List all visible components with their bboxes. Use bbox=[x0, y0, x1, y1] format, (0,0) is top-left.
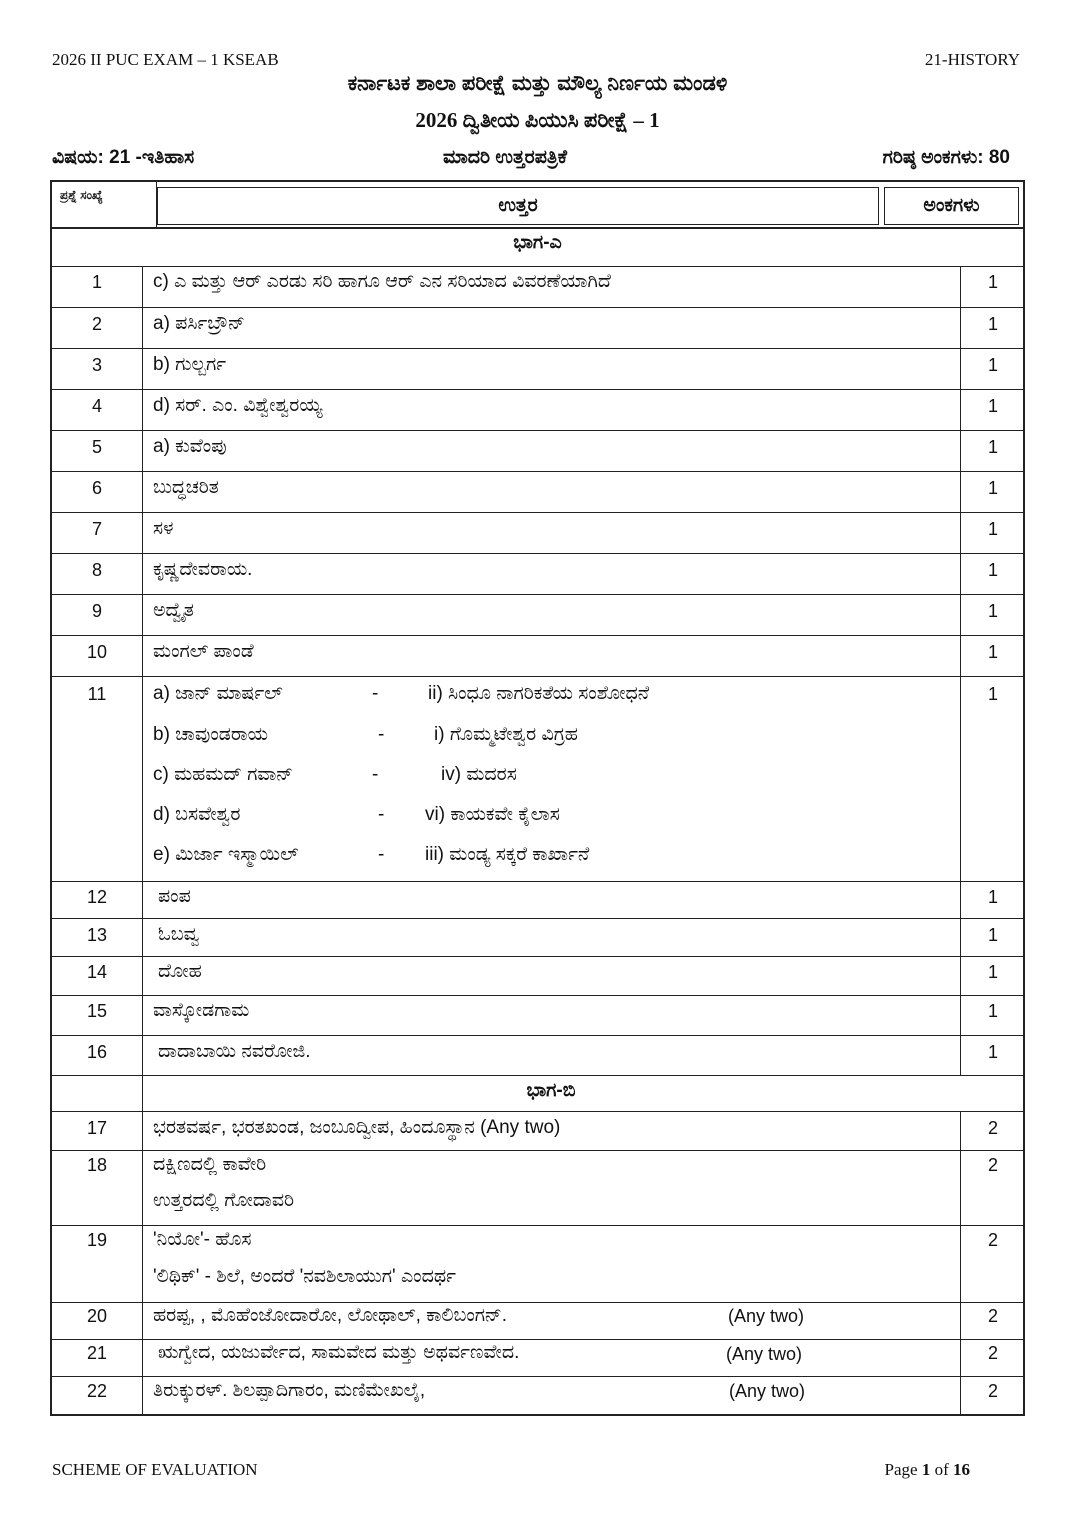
match-dash: - bbox=[378, 844, 385, 865]
answer-text: ಓಬವ್ವ bbox=[158, 924, 200, 945]
row-divider bbox=[50, 1075, 1025, 1076]
row-divider bbox=[50, 995, 1025, 996]
answer-text: ವಾಸ್ಕೋಡಗಾಮ bbox=[153, 1000, 250, 1021]
row-divider bbox=[50, 471, 1025, 472]
marks-value: 1 bbox=[987, 355, 998, 375]
board-title: ಕರ್ನಾಟಕ ಶಾಲಾ ಪರೀಕ್ಷೆ ಮತ್ತು ಮೌಲ್ಯ ನಿರ್ಣಯ ಮಂಡಳಿ bbox=[347, 72, 728, 95]
match-right: iii) ಮಂಡ್ಯ ಸಕ್ಕರೆ ಕಾರ್ಖಾನೆ bbox=[425, 844, 590, 865]
marks-value: 1 bbox=[987, 560, 998, 580]
row-divider bbox=[50, 676, 1025, 677]
answer-text: c) ಎ ಮತ್ತು ಆರ್ ಎರಡು ಸರಿ ಹಾಗೂ ಆರ್ ಎನ ಸರಿಯಾದ ವಿವರಣೆಯಾಗಿದೆ bbox=[153, 271, 611, 292]
footer-title: SCHEME OF EVALUATION bbox=[52, 1460, 258, 1479]
match-right: iv) ಮದರಸ bbox=[441, 764, 517, 785]
page-total: 16 bbox=[953, 1460, 970, 1479]
row-divider bbox=[50, 430, 1025, 431]
answer-text: ಋಗ್ವೇದ, ಯಜುರ್ವೇದ, ಸಾಮವೇದ ಮತ್ತು ಅಥರ್ವಣವೇದ. bbox=[158, 1342, 520, 1363]
question-number: 2 bbox=[91, 314, 102, 334]
any-two-note: (Any two) bbox=[726, 1344, 803, 1364]
question-number: 6 bbox=[91, 478, 102, 498]
column-divider bbox=[142, 1075, 143, 1416]
marks-value: 1 bbox=[987, 887, 998, 907]
answer-text: ತಿರುಕ್ಕುರಳ್. ಶಿಲಪ್ಪಾದಿಗಾರಂ, ಮಣಿಮೇಖಲೈ, bbox=[153, 1380, 426, 1401]
match-left: e) ಮಿರ್ಜಾ ಇಸ್ಮಾಯಿಲ್ bbox=[153, 844, 299, 865]
marks-value: 2 bbox=[987, 1155, 998, 1175]
row-divider bbox=[50, 266, 1025, 267]
row-divider bbox=[50, 553, 1025, 554]
any-two-note: (Any two) bbox=[728, 1306, 805, 1326]
marks-value: 2 bbox=[987, 1381, 998, 1401]
column-divider bbox=[960, 1111, 961, 1416]
marks-value: 2 bbox=[987, 1118, 998, 1138]
exam-title: 2026 ದ್ವಿತೀಯ ಪಿಯುಸಿ ಪರೀಕ್ಷೆ – 1 bbox=[415, 108, 660, 132]
header-divider bbox=[50, 227, 1025, 229]
question-number: 1 bbox=[91, 272, 102, 292]
column-divider bbox=[142, 266, 143, 1075]
question-number: 22 bbox=[86, 1381, 108, 1401]
question-number: 12 bbox=[86, 887, 108, 907]
page-number: 1 bbox=[921, 1460, 931, 1479]
question-number: 10 bbox=[86, 642, 108, 662]
answer-text: ಮಂಗಲ್ ಪಾಂಡೆ bbox=[153, 641, 254, 662]
answer-text: ಸಳ bbox=[153, 518, 174, 539]
row-divider bbox=[50, 1302, 1025, 1303]
marks-value: 1 bbox=[987, 1042, 998, 1062]
marks-value: 2 bbox=[987, 1230, 998, 1250]
marks-value: 1 bbox=[987, 437, 998, 457]
col-question-number: ಪ್ರಶ್ನೆ ಸಂಖ್ಯೆ bbox=[50, 180, 157, 227]
section-a-heading: ಭಾಗ-ಎ bbox=[513, 232, 562, 253]
column-divider bbox=[960, 266, 961, 1075]
answer-text: ಕೃಷ್ಣದೇವರಾಯ. bbox=[153, 559, 253, 580]
answer-line-1: ದಕ್ಷಿಣದಲ್ಲಿ ಕಾವೇರಿ bbox=[153, 1154, 267, 1175]
question-number: 5 bbox=[91, 437, 102, 457]
marks-value: 1 bbox=[987, 684, 998, 704]
row-divider bbox=[50, 307, 1025, 308]
question-number: 19 bbox=[86, 1230, 108, 1250]
question-number: 18 bbox=[86, 1155, 108, 1175]
marks-value: 1 bbox=[987, 1001, 998, 1021]
answer-text: ಬುದ್ಧಚರಿತ bbox=[153, 477, 219, 498]
row-divider bbox=[50, 512, 1025, 513]
row-divider bbox=[50, 594, 1025, 595]
row-divider bbox=[50, 348, 1025, 349]
question-number: 16 bbox=[86, 1042, 108, 1062]
answer-text: a) ಪರ್ಸಿಬ್ರೌನ್ bbox=[153, 313, 245, 334]
row-divider bbox=[50, 389, 1025, 390]
marks-value: 1 bbox=[987, 642, 998, 662]
question-number: 9 bbox=[91, 601, 102, 621]
question-number: 17 bbox=[86, 1118, 108, 1138]
subject-label: ವಿಷಯ: 21 -ಇತಿಹಾಸ bbox=[52, 147, 195, 168]
col-answer: ಉತ್ತರ bbox=[157, 187, 879, 225]
question-number: 8 bbox=[91, 560, 102, 580]
match-right: i) ಗೊಮ್ಮಟೇಶ್ವರ ವಿಗ್ರಹ bbox=[434, 724, 578, 745]
question-number: 20 bbox=[86, 1306, 108, 1326]
match-left: a) ಜಾನ್ ಮಾರ್ಷಲ್ bbox=[153, 683, 283, 704]
marks-value: 2 bbox=[987, 1306, 998, 1326]
max-marks: ಗರಿಷ್ಠ ಅಂಕಗಳು: 80 bbox=[882, 147, 1010, 168]
doc-type: ಮಾದರಿ ಉತ್ತರಪತ್ರಿಕೆ bbox=[443, 147, 568, 168]
row-divider bbox=[50, 881, 1025, 882]
subject-code: 21-HISTORY bbox=[924, 50, 1020, 69]
any-two-note: (Any two) bbox=[729, 1381, 806, 1401]
marks-value: 1 bbox=[987, 601, 998, 621]
marks-value: 1 bbox=[987, 962, 998, 982]
answer-line-1: 'ನಿಯೋ'- ಹೊಸ bbox=[153, 1229, 252, 1250]
match-dash: - bbox=[378, 804, 385, 825]
marks-value: 1 bbox=[987, 478, 998, 498]
marks-value: 1 bbox=[987, 272, 998, 292]
row-divider bbox=[50, 956, 1025, 957]
question-number: 15 bbox=[86, 1001, 108, 1021]
marks-value: 2 bbox=[987, 1343, 998, 1363]
question-number: 11 bbox=[87, 684, 107, 704]
row-divider bbox=[50, 1035, 1025, 1036]
marks-value: 1 bbox=[987, 519, 998, 539]
section-b-heading: ಭಾಗ-ಬಿ bbox=[526, 1080, 576, 1101]
page-prefix: Page bbox=[884, 1460, 918, 1479]
row-divider bbox=[50, 1376, 1025, 1377]
answer-text: ದೋಹ bbox=[158, 961, 202, 982]
row-divider bbox=[50, 635, 1025, 636]
answer-text: ದಾದಾಬಾಯಿ ನವರೋಜಿ. bbox=[158, 1041, 311, 1062]
marks-value: 1 bbox=[987, 396, 998, 416]
exam-header: 2026 II PUC EXAM – 1 KSEAB bbox=[52, 50, 279, 69]
col-marks: ಅಂಕಗಳು bbox=[884, 187, 1019, 225]
answer-text: ಪಂಪ bbox=[158, 886, 191, 907]
row-divider bbox=[50, 1111, 1025, 1112]
match-right: ii) ಸಿಂಧೂ ನಾಗರಿಕತೆಯ ಸಂಶೋಧನೆ bbox=[428, 683, 650, 704]
page-indicator bbox=[885, 1460, 970, 1480]
page-of: of bbox=[934, 1460, 949, 1479]
row-divider bbox=[50, 1339, 1025, 1340]
match-left: b) ಚಾವುಂಡರಾಯ bbox=[153, 724, 268, 745]
answer-text: a) ಕುವೆಂಪು bbox=[153, 436, 227, 457]
match-dash: - bbox=[372, 764, 379, 785]
row-divider bbox=[50, 1150, 1025, 1151]
question-number: 13 bbox=[86, 925, 108, 945]
match-right: vi) ಕಾಯಕವೇ ಕೈಲಾಸ bbox=[425, 804, 560, 825]
answer-line-2: ಉತ್ತರದಲ್ಲಿ ಗೋದಾವರಿ bbox=[153, 1190, 295, 1211]
question-number: 4 bbox=[91, 396, 102, 416]
match-left: c) ಮಹಮದ್ ಗವಾನ್ bbox=[153, 764, 294, 785]
question-number: 3 bbox=[91, 355, 102, 375]
answer-text: ಹರಪ್ಪ, , ಮೊಹೆಂಜೋದಾರೋ, ಲೋಥಾಲ್, ಕಾಲಿಬಂಗನ್. bbox=[153, 1305, 508, 1326]
match-dash: - bbox=[378, 724, 385, 745]
answer-text: ಭರತವರ್ಷ, ಭರತಖಂಡ, ಜಂಬೂದ್ವೀಪ, ಹಿಂದೂಸ್ಥಾನ (Any two) bbox=[153, 1117, 561, 1138]
row-divider bbox=[50, 1225, 1025, 1226]
match-left: d) ಬಸವೇಶ್ವರ bbox=[153, 804, 241, 825]
question-number: 21 bbox=[86, 1343, 108, 1363]
marks-value: 1 bbox=[987, 314, 998, 334]
match-dash: - bbox=[372, 683, 379, 704]
question-number: 7 bbox=[91, 519, 102, 539]
row-divider bbox=[50, 918, 1025, 919]
answer-text: ಅದ್ವೈತ bbox=[153, 600, 195, 621]
answer-text: b) ಗುಲ್ಬರ್ಗ bbox=[153, 354, 227, 375]
answer-line-2: 'ಲಿಥಿಕ್' - ಶಿಲೆ, ಅಂದರೆ 'ನವಶಿಲಾಯುಗ' ಎಂದರ್ಥ bbox=[153, 1266, 456, 1287]
marks-value: 1 bbox=[987, 925, 998, 945]
answer-text: d) ಸರ್. ಎಂ. ವಿಶ್ವೇಶ್ವರಯ್ಯ bbox=[153, 395, 323, 416]
question-number: 14 bbox=[86, 962, 108, 982]
